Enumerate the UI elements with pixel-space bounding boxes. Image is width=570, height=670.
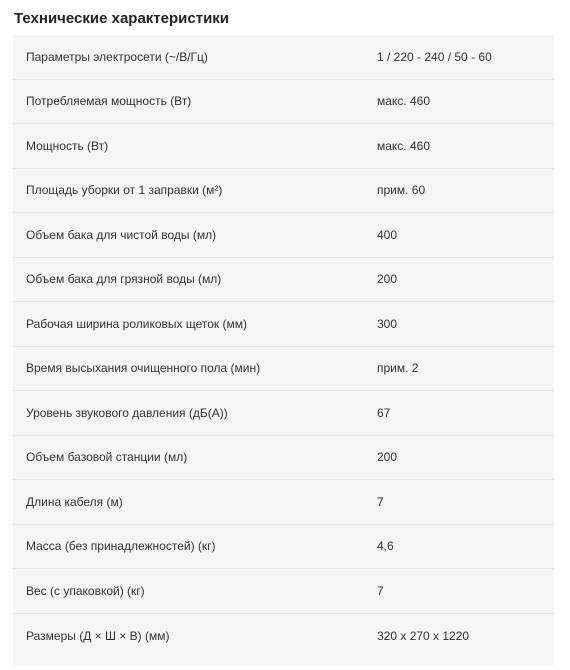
table-row [13, 258, 554, 303]
table-row [13, 169, 554, 214]
spec-value: макс. 460 [377, 94, 430, 109]
spec-value: 200 [377, 272, 398, 287]
spec-label: Мощность (Вт) [26, 138, 109, 153]
table-row [13, 569, 554, 614]
spec-label: Объем бака для чистой воды (мл) [26, 227, 217, 242]
table-row [13, 302, 554, 347]
spec-label: Длина кабеля (м) [26, 494, 123, 509]
table-row [13, 525, 554, 570]
specs-table [13, 35, 554, 665]
spec-label: Уровень звукового давления (дБ(А)) [26, 405, 228, 420]
spec-label: Масса (без принадлежностей) (кг) [26, 539, 216, 554]
spec-value: 7 [377, 494, 384, 509]
section-title: Технические характеристики [14, 10, 230, 27]
spec-label: Вес (с упаковкой) (кг) [26, 583, 145, 598]
table-row [13, 35, 554, 80]
spec-value: 300 [377, 316, 398, 331]
spec-value: 1 / 220 - 240 / 50 - 60 [377, 49, 492, 64]
spec-label: Площадь уборки от 1 заправки (м²) [26, 183, 223, 198]
table-row [13, 614, 554, 659]
table-row [13, 436, 554, 481]
spec-label: Рабочая ширина роликовых щеток (мм) [26, 316, 247, 331]
spec-label: Объем бака для грязной воды (мл) [26, 272, 222, 287]
table-row [13, 80, 554, 125]
spec-label: Размеры (Д × Ш × В) (мм) [26, 628, 170, 643]
spec-value: макс. 460 [377, 138, 430, 153]
spec-value: 7 [377, 583, 384, 598]
table-row [13, 347, 554, 392]
spec-value: 400 [377, 227, 398, 242]
spec-label: Параметры электросети (~/В/Гц) [26, 49, 208, 64]
spec-label: Объем базовой станции (мл) [26, 450, 188, 465]
spec-value: прим. 2 [377, 361, 419, 376]
spec-label: Потребляемая мощность (Вт) [26, 94, 192, 109]
table-row [13, 124, 554, 169]
spec-value: прим. 60 [377, 183, 426, 198]
table-row [13, 391, 554, 436]
table-row [13, 480, 554, 525]
table-row [13, 213, 554, 258]
spec-label: Время высыхания очищенного пола (мин) [26, 361, 261, 376]
spec-value: 67 [377, 405, 391, 420]
spec-value: 200 [377, 450, 398, 465]
spec-value: 4,6 [377, 539, 394, 554]
spec-value: 320 x 270 x 1220 [377, 628, 470, 643]
